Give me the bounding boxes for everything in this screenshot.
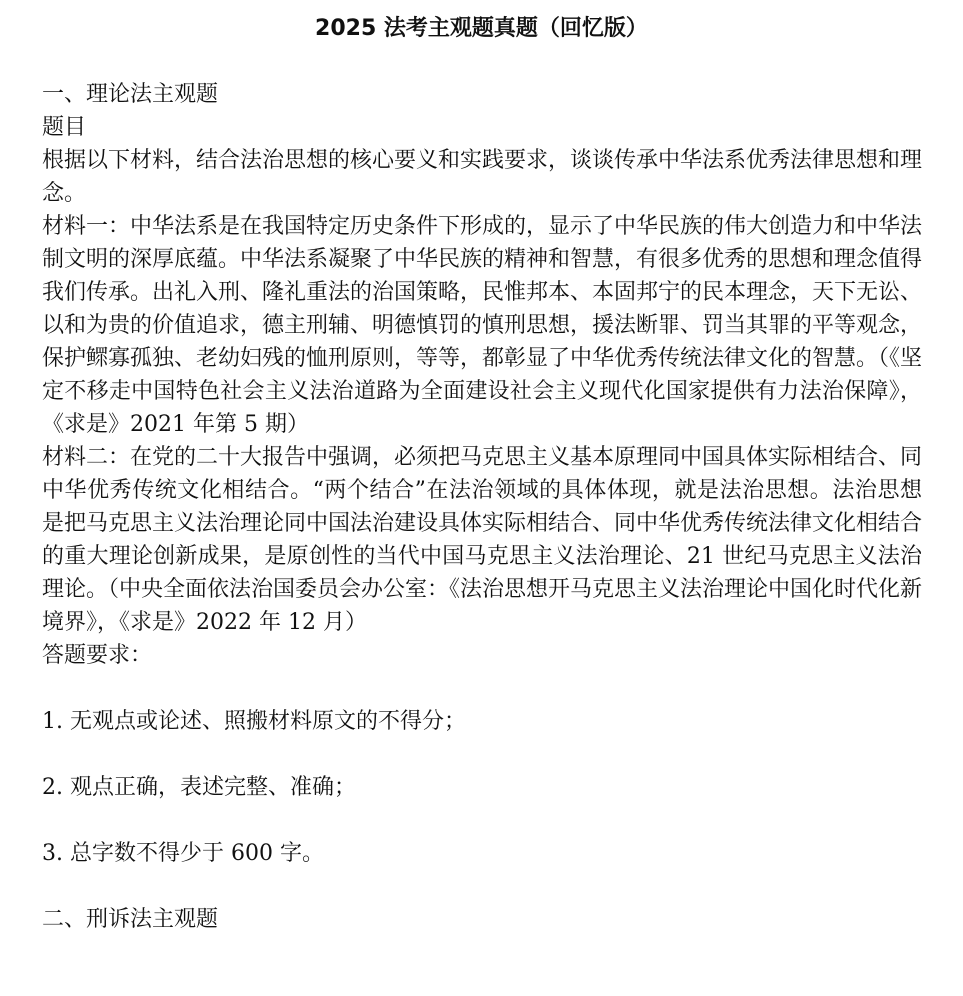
spacer <box>42 738 922 771</box>
requirement-item-3: 3. 总字数不得少于 600 字。 <box>42 841 324 866</box>
requirement-item-2: 2. 观点正确，表述完整、准确； <box>42 775 356 800</box>
material-two: 材料二：在党的二十大报告中强调，必须把马克思主义基本原理同中国具体实际相结合、同中华优秀传统文化相结合。“两个结合”在法治领域的具体体现，就是法治思想。法治思想是把马克思主义法治理论同中国法治建设具体实际相结合、同中华优秀传统法律文化相结合的重大理论创新成果，是原创性的当代中国马克思主义法治理论、21 世纪马克思主义法治理论。（中央全面依法治国委员会办公室：《法治思想开马克思主义法治理论中国化时代化新境界》，《求是》2022 年 12 月） <box>42 445 923 635</box>
spacer <box>42 804 922 837</box>
section2-heading: 二、刑诉法主观题 <box>42 907 219 932</box>
section1-heading: 一、理论法主观题 <box>42 82 219 107</box>
spacer <box>42 672 922 705</box>
material-one: 材料一：中华法系是在我国特定历史条件下形成的，显示了中华民族的伟大创造力和中华法制文明的深厚底蕴。中华法系凝聚了中华民族的精神和智慧，有很多优秀的思想和理念值得我们传承。出礼入刑、隆礼重法的治国策略，民惟邦本、本固邦宁的民本理念，天下无讼、以和为贵的价值追求，德主刑辅、明德慎罚的慎刑思想，援法断罪、罚当其罪的平等观念，保护鳏寡孤独、老幼妇残的恤刑原则，等等，都彰显了中华优秀传统法律文化的智慧。（《坚定不移走中国特色社会主义法治道路为全面建设社会主义现代化国家提供有力法治保障》，《求是》2021 年第 5 期） <box>42 214 923 437</box>
requirement-item-1: 1. 无观点或论述、照搬材料原文的不得分； <box>42 709 466 734</box>
spacer <box>42 870 922 903</box>
question-label: 题目 <box>42 115 87 140</box>
document-body <box>42 78 922 936</box>
question-text: 根据以下材料，结合法治思想的核心要义和实践要求，谈谈传承中华法系优秀法律思想和理念。 <box>42 148 923 206</box>
document-title: 2025 法考主观题真题（回忆版） <box>315 16 648 41</box>
requirements-label: 答题要求： <box>42 643 153 668</box>
